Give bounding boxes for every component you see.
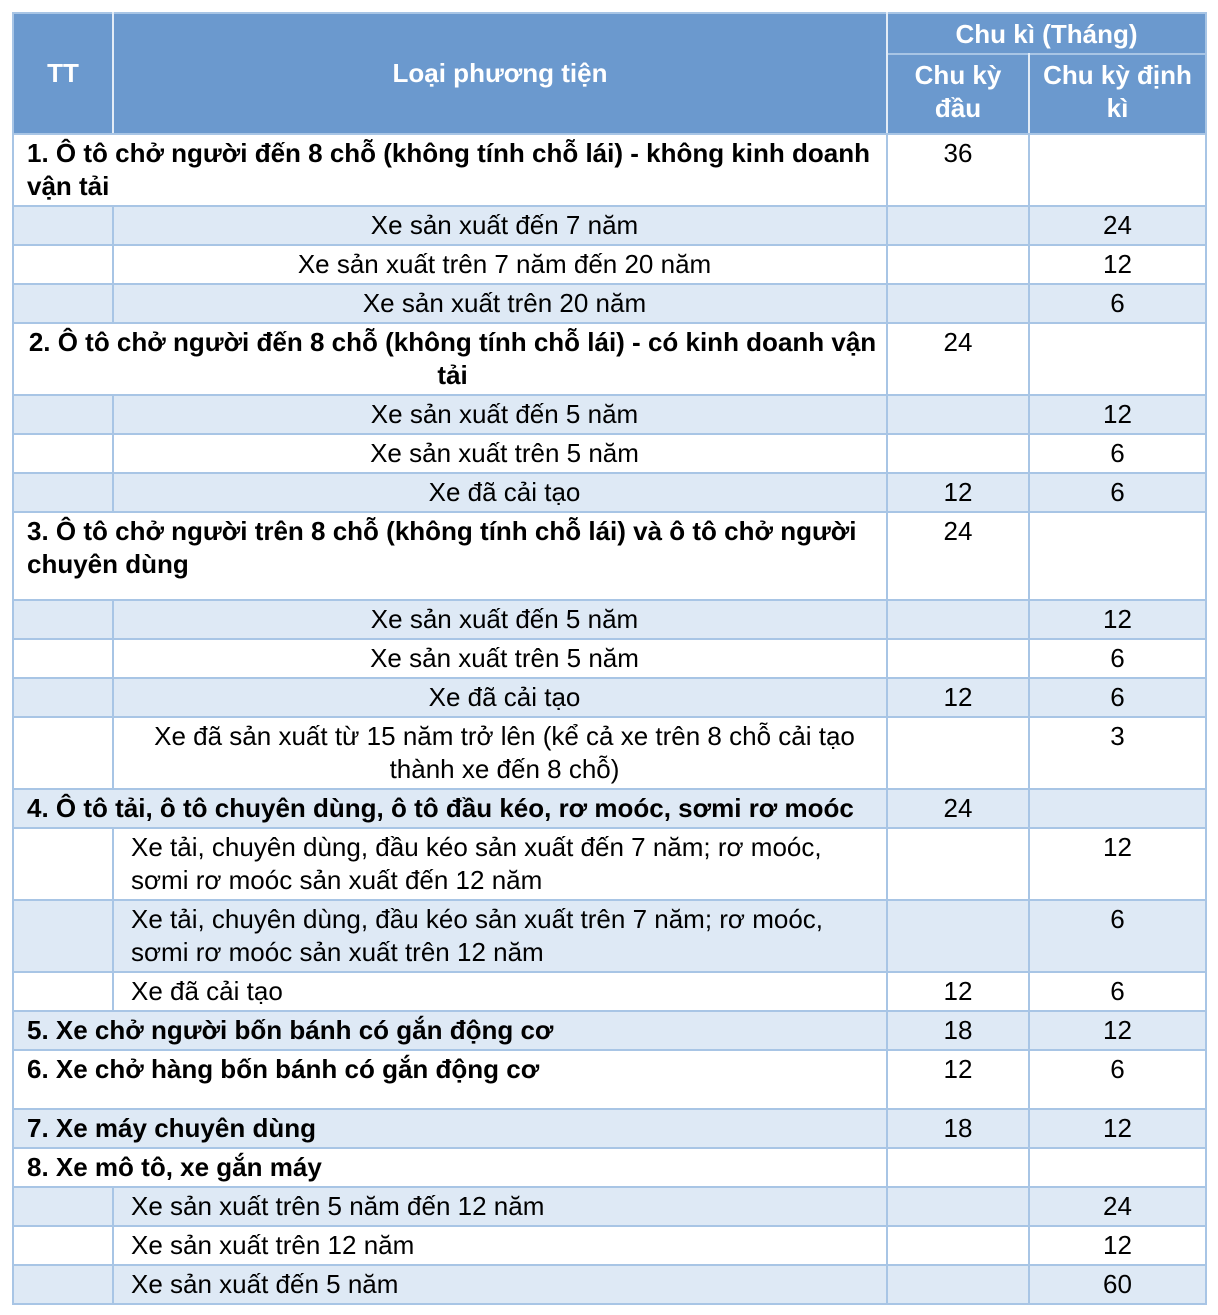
first-cycle-value: 12 bbox=[887, 678, 1029, 717]
first-cycle-value bbox=[887, 1148, 1029, 1187]
tt-cell bbox=[13, 678, 113, 717]
first-cycle-value bbox=[887, 828, 1029, 900]
row-label: Xe đã sản xuất từ 15 năm trở lên (kể cả xe trên 8 chỗ cải tạo thành xe đến 8 chỗ) bbox=[113, 717, 887, 789]
sub-row bbox=[13, 245, 1206, 284]
periodic-cycle-value: 6 bbox=[1029, 284, 1206, 323]
tt-cell bbox=[13, 1265, 113, 1304]
first-cycle-value: 18 bbox=[887, 1011, 1029, 1050]
periodic-cycle-value: 6 bbox=[1029, 473, 1206, 512]
periodic-cycle-value: 12 bbox=[1029, 395, 1206, 434]
first-cycle-value bbox=[887, 206, 1029, 245]
section-row bbox=[13, 1148, 1206, 1187]
sub-row bbox=[13, 828, 1206, 900]
tt-cell bbox=[13, 473, 113, 512]
section-row bbox=[13, 1109, 1206, 1148]
tt-cell bbox=[13, 1226, 113, 1265]
row-label: Xe sản xuất trên 12 năm bbox=[113, 1226, 887, 1265]
row-label: 2. Ô tô chở người đến 8 chỗ (không tính chỗ lái) - có kinh doanh vận tải bbox=[13, 323, 887, 395]
tt-cell bbox=[13, 972, 113, 1011]
first-cycle-value bbox=[887, 1187, 1029, 1226]
periodic-cycle-value: 12 bbox=[1029, 1226, 1206, 1265]
first-cycle-value: 12 bbox=[887, 473, 1029, 512]
sub-row bbox=[13, 395, 1206, 434]
row-label: Xe sản xuất trên 20 năm bbox=[113, 284, 887, 323]
tt-cell bbox=[13, 1187, 113, 1226]
periodic-cycle-value: 12 bbox=[1029, 245, 1206, 284]
section-row bbox=[13, 1050, 1206, 1109]
first-cycle-value bbox=[887, 284, 1029, 323]
header-row-group bbox=[13, 13, 1206, 54]
col-header-periodic-cycle: Chu kỳ định kì bbox=[1029, 54, 1206, 134]
first-cycle-value: 12 bbox=[887, 1050, 1029, 1109]
section-row bbox=[13, 789, 1206, 828]
row-label: Xe sản xuất đến 5 năm bbox=[113, 1265, 887, 1304]
tt-cell bbox=[13, 206, 113, 245]
col-header-first-cycle: Chu kỳ đầu bbox=[887, 54, 1029, 134]
periodic-cycle-value: 60 bbox=[1029, 1265, 1206, 1304]
periodic-cycle-value: 12 bbox=[1029, 1011, 1206, 1050]
first-cycle-value bbox=[887, 717, 1029, 789]
first-cycle-value: 12 bbox=[887, 972, 1029, 1011]
sub-row bbox=[13, 900, 1206, 972]
col-header-cycle-group: Chu kì (Tháng) bbox=[887, 13, 1206, 54]
first-cycle-value bbox=[887, 639, 1029, 678]
first-cycle-value bbox=[887, 395, 1029, 434]
periodic-cycle-value: 24 bbox=[1029, 1187, 1206, 1226]
periodic-cycle-value bbox=[1029, 1148, 1206, 1187]
tt-cell bbox=[13, 245, 113, 284]
periodic-cycle-value bbox=[1029, 134, 1206, 206]
inspection-period-table bbox=[12, 12, 1207, 1305]
row-label: Xe sản xuất trên 5 năm bbox=[113, 639, 887, 678]
row-label: Xe sản xuất đến 7 năm bbox=[113, 206, 887, 245]
periodic-cycle-value: 12 bbox=[1029, 600, 1206, 639]
row-label: 6. Xe chở hàng bốn bánh có gắn động cơ bbox=[13, 1050, 887, 1109]
periodic-cycle-value: 6 bbox=[1029, 639, 1206, 678]
col-header-tt: TT bbox=[13, 13, 113, 134]
periodic-cycle-value: 6 bbox=[1029, 972, 1206, 1011]
sub-row bbox=[13, 678, 1206, 717]
tt-cell bbox=[13, 600, 113, 639]
row-label: Xe sản xuất đến 5 năm bbox=[113, 600, 887, 639]
periodic-cycle-value: 24 bbox=[1029, 206, 1206, 245]
row-label: Xe sản xuất đến 5 năm bbox=[113, 395, 887, 434]
sub-row bbox=[13, 1226, 1206, 1265]
first-cycle-value: 36 bbox=[887, 134, 1029, 206]
section-row bbox=[13, 512, 1206, 600]
sub-row bbox=[13, 639, 1206, 678]
periodic-cycle-value: 12 bbox=[1029, 1109, 1206, 1148]
periodic-cycle-value bbox=[1029, 512, 1206, 600]
periodic-cycle-value: 6 bbox=[1029, 434, 1206, 473]
first-cycle-value bbox=[887, 600, 1029, 639]
sub-row bbox=[13, 473, 1206, 512]
sub-row bbox=[13, 1187, 1206, 1226]
sub-row bbox=[13, 1265, 1206, 1304]
first-cycle-value bbox=[887, 434, 1029, 473]
section-row bbox=[13, 1011, 1206, 1050]
periodic-cycle-value bbox=[1029, 789, 1206, 828]
periodic-cycle-value bbox=[1029, 323, 1206, 395]
sub-row bbox=[13, 600, 1206, 639]
first-cycle-value: 24 bbox=[887, 512, 1029, 600]
row-label: Xe tải, chuyên dùng, đầu kéo sản xuất đến 7 năm; rơ moóc, sơmi rơ moóc sản xuất đến 12 năm bbox=[113, 828, 887, 900]
tt-cell bbox=[13, 717, 113, 789]
periodic-cycle-value: 6 bbox=[1029, 1050, 1206, 1109]
periodic-cycle-value: 6 bbox=[1029, 678, 1206, 717]
tt-cell bbox=[13, 395, 113, 434]
row-label: 3. Ô tô chở người trên 8 chỗ (không tính chỗ lái) và ô tô chở người chuyên dùng bbox=[13, 512, 887, 600]
row-label: 1. Ô tô chở người đến 8 chỗ (không tính chỗ lái) - không kinh doanh vận tải bbox=[13, 134, 887, 206]
tt-cell bbox=[13, 828, 113, 900]
periodic-cycle-value: 6 bbox=[1029, 900, 1206, 972]
sub-row bbox=[13, 206, 1206, 245]
row-label: Xe đã cải tạo bbox=[113, 972, 887, 1011]
first-cycle-value: 18 bbox=[887, 1109, 1029, 1148]
first-cycle-value: 24 bbox=[887, 323, 1029, 395]
row-label: 4. Ô tô tải, ô tô chuyên dùng, ô tô đầu kéo, rơ moóc, sơmi rơ moóc bbox=[13, 789, 887, 828]
sub-row bbox=[13, 972, 1206, 1011]
section-row bbox=[13, 134, 1206, 206]
row-label: Xe sản xuất trên 5 năm đến 12 năm bbox=[113, 1187, 887, 1226]
row-label: Xe đã cải tạo bbox=[113, 473, 887, 512]
tt-cell bbox=[13, 900, 113, 972]
sub-row bbox=[13, 284, 1206, 323]
row-label: Xe tải, chuyên dùng, đầu kéo sản xuất trên 7 năm; rơ moóc, sơmi rơ moóc sản xuất trên 12 năm bbox=[113, 900, 887, 972]
tt-cell bbox=[13, 284, 113, 323]
sub-row bbox=[13, 717, 1206, 789]
row-label: 7. Xe máy chuyên dùng bbox=[13, 1109, 887, 1148]
sub-row bbox=[13, 434, 1206, 473]
first-cycle-value bbox=[887, 1265, 1029, 1304]
table-header bbox=[13, 13, 1206, 134]
first-cycle-value bbox=[887, 1226, 1029, 1265]
first-cycle-value bbox=[887, 900, 1029, 972]
row-label: 5. Xe chở người bốn bánh có gắn động cơ bbox=[13, 1011, 887, 1050]
row-label: Xe đã cải tạo bbox=[113, 678, 887, 717]
col-header-vehicle-type: Loại phương tiện bbox=[113, 13, 887, 134]
row-label: Xe sản xuất trên 7 năm đến 20 năm bbox=[113, 245, 887, 284]
periodic-cycle-value: 12 bbox=[1029, 828, 1206, 900]
tt-cell bbox=[13, 434, 113, 473]
tt-cell bbox=[13, 639, 113, 678]
first-cycle-value: 24 bbox=[887, 789, 1029, 828]
row-label: 8. Xe mô tô, xe gắn máy bbox=[13, 1148, 887, 1187]
table-body bbox=[13, 134, 1206, 1304]
first-cycle-value bbox=[887, 245, 1029, 284]
periodic-cycle-value: 3 bbox=[1029, 717, 1206, 789]
section-row bbox=[13, 323, 1206, 395]
row-label: Xe sản xuất trên 5 năm bbox=[113, 434, 887, 473]
